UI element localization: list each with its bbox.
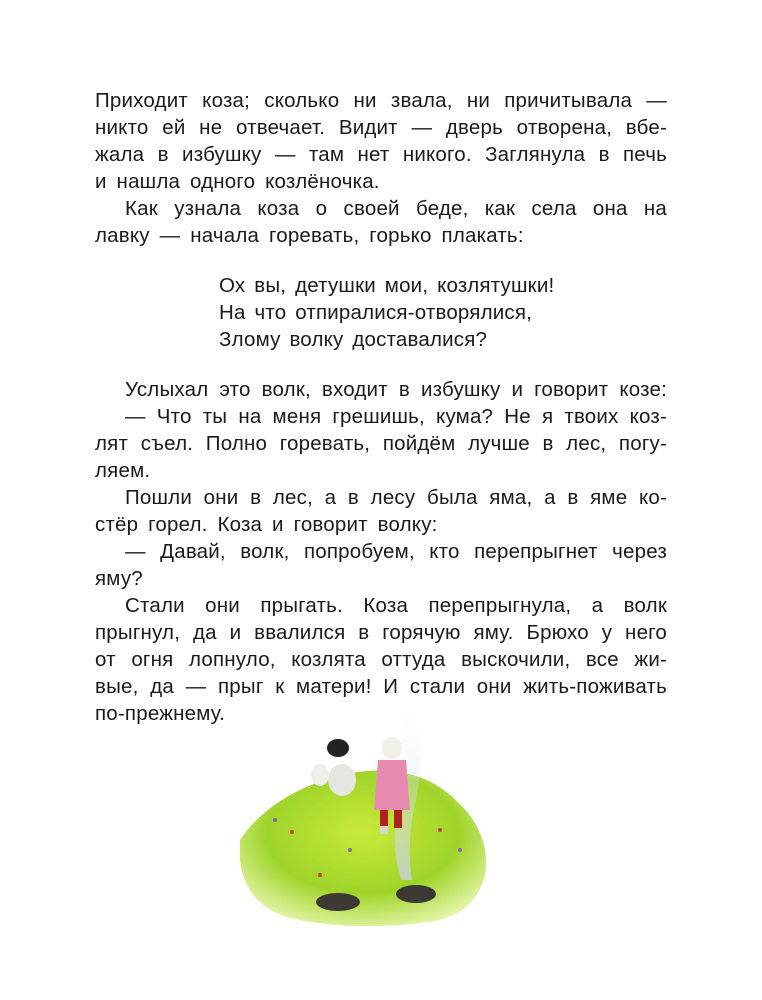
text-line: никто ей не отвечает. Видит — дверь отворена, вбе- bbox=[95, 116, 667, 139]
text-line: и нашла одного козлёночка. bbox=[95, 170, 380, 193]
verse-line: Злому волку доставалися? bbox=[219, 328, 488, 351]
goats-illustration bbox=[230, 700, 500, 935]
text-line: Стали они прыгать. Коза перепрыгнула, а волк bbox=[125, 594, 667, 617]
text-line: от огня лопнуло, козлята оттуда выскочили, все жи- bbox=[95, 648, 667, 671]
text-line: жала в избушку — там нет никого. Заглянула в печь bbox=[95, 143, 667, 166]
text-line: лавку — начала горевать, горько плакать: bbox=[95, 224, 524, 247]
text-line: яму? bbox=[95, 567, 143, 590]
text-line: — Давай, волк, попробуем, кто перепрыгнет через bbox=[125, 540, 667, 563]
text-line: — Что ты на меня грешишь, кума? Не я твоих коз- bbox=[125, 405, 667, 428]
text-line: Услыхал это волк, входит в избушку и говорит козе: bbox=[125, 378, 667, 401]
text-line: прыгнул, да и ввалился в горячую яму. Брюхо у него bbox=[95, 621, 667, 644]
text-line: лят съел. Полно горевать, пойдём лучше в лес, погу- bbox=[95, 432, 667, 455]
text-line: Пошли они в лес, а в лесу была яма, а в яме ко- bbox=[125, 486, 667, 509]
verse-line: На что отпиралися-отворялися, bbox=[219, 301, 533, 324]
text-line: по-прежнему. bbox=[95, 702, 226, 725]
text-line: ляем. bbox=[95, 459, 151, 482]
text-line: вые, да — прыг к матери! И стали они жить-поживать bbox=[95, 675, 667, 698]
text-line: Как узнала коза о своей беде, как села она на bbox=[125, 197, 667, 220]
text-line: стёр горел. Коза и говорит волку: bbox=[95, 513, 438, 536]
text-line: Приходит коза; сколько ни звала, ни причитывала — bbox=[95, 89, 667, 112]
verse-line: Ох вы, детушки мои, козлятушки! bbox=[219, 274, 555, 297]
